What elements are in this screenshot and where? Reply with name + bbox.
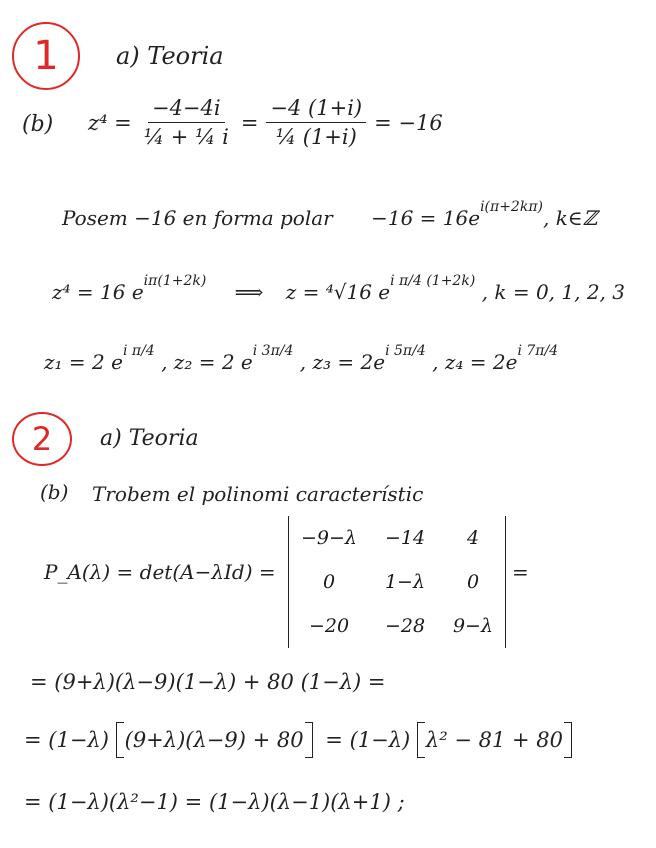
polar-form-text: Posem −16 en forma polar	[62, 206, 333, 230]
polar-form-equation: −16 = 16e	[371, 206, 481, 230]
root-z1-exponent: i π/4	[122, 343, 155, 359]
expansion-line-3: = (1−λ)(λ²−1) = (1−λ)(λ−1)(λ+1) ;	[24, 790, 405, 814]
matrix-cell: −28	[384, 615, 426, 637]
matrix-cell: 0	[466, 571, 480, 593]
roots-general-line	[52, 273, 625, 304]
root-formula-exponent: i π/4 (1+2k)	[390, 273, 476, 289]
root-z2: , z₂ = 2 e	[161, 350, 253, 374]
fraction-1-numerator: −4−4i	[148, 96, 225, 123]
implies-arrow: ⟹	[234, 280, 264, 304]
root-z4-exponent: i 7π/4	[517, 343, 559, 359]
z4-exponential: z⁴ = 16 e	[52, 280, 144, 304]
z4-exponential-exponent: iπ(1+2k)	[143, 273, 207, 289]
polar-form-line	[62, 199, 598, 230]
equation-lhs: z⁴ =	[88, 110, 132, 135]
equation-z4-quotient	[88, 96, 443, 149]
root-k-values: , k = 0, 1, 2, 3	[481, 280, 625, 304]
determinant-matrix	[288, 516, 506, 648]
bracket-group-2-content: λ² − 81 + 80	[425, 728, 563, 752]
factor-one-minus-lambda: = (1−λ)	[24, 728, 109, 752]
root-z4: , z₄ = 2e	[432, 350, 518, 374]
expansion-line-2	[24, 722, 572, 758]
bracket-group-1-content: (9+λ)(λ−9) + 80	[124, 728, 304, 752]
matrix-cell: 4	[466, 527, 480, 549]
polar-form-exponent: i(π+2kπ)	[480, 199, 543, 215]
fraction-1-denominator: ¼ + ¼ i	[143, 125, 229, 149]
part-b-statement: Trobem el polinomi característic	[92, 482, 424, 506]
expansion-line-1: = (9+λ)(λ−9)(1−λ) + 80 (1−λ) =	[30, 670, 386, 694]
part-a-heading: a) Teoria	[100, 426, 199, 451]
root-formula: z = ⁴√16 e	[285, 280, 391, 304]
fraction-2-numerator: −4 (1+i)	[266, 96, 366, 123]
equation-result: = −16	[374, 110, 443, 135]
matrix-cell: −14	[384, 527, 426, 549]
factor-one-minus-lambda: = (1−λ)	[325, 728, 411, 752]
matrix-cell: 9−λ	[452, 615, 494, 637]
fraction-2-denominator: ¼ (1+i)	[275, 125, 357, 149]
fraction-1	[140, 96, 233, 149]
bracket-group-2	[417, 722, 572, 758]
root-z2-exponent: i 3π/4	[252, 343, 294, 359]
matrix-cell: 0	[322, 571, 336, 593]
fraction-2	[266, 96, 366, 149]
polar-form-k-range: , k∈ℤ	[543, 206, 598, 230]
roots-list-line	[44, 343, 559, 374]
matrix-cell: −20	[308, 615, 350, 637]
problem-number-badge: 2	[12, 412, 72, 466]
characteristic-polynomial-lhs: P_A(λ) = det(A−λId) =	[44, 560, 276, 584]
determinant-equals: =	[512, 560, 529, 584]
part-b-label: (b)	[22, 112, 54, 137]
root-z3-exponent: i 5π/4	[385, 343, 426, 359]
part-b-label: (b)	[40, 480, 69, 504]
matrix-cell: −9−λ	[301, 527, 357, 549]
equals-sign: =	[240, 110, 259, 135]
root-z1: z₁ = 2 e	[44, 350, 123, 374]
bracket-group-1	[116, 722, 313, 758]
problem-number-badge: 1	[12, 22, 80, 90]
matrix-cell: 1−λ	[384, 571, 426, 593]
part-a-heading: a) Teoria	[116, 42, 224, 70]
root-z3: , z₃ = 2e	[299, 350, 386, 374]
